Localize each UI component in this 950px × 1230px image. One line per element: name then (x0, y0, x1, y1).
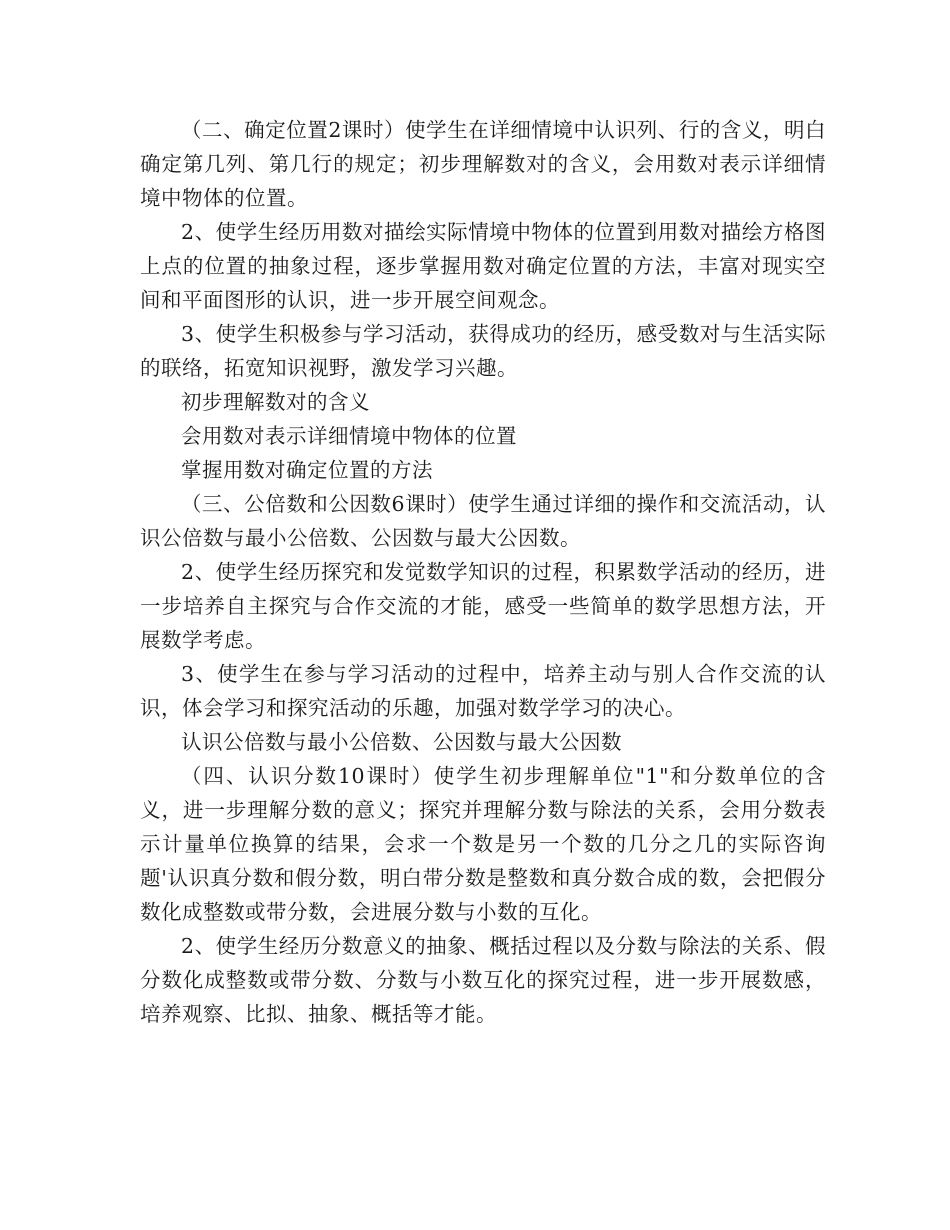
paragraph-key-point-4: 认识公倍数与最小公倍数、公因数与最大公因数 (181, 730, 622, 754)
paragraph-section-2-goal-3: 3、使学生积极参与学习活动，获得成功的经历，感受数对与生活实际的联络，拓宽知识视野，激发学习兴趣。 (140, 322, 826, 380)
paragraph-section-3-intro: （三、公倍数和公因数6课时）使学生通过详细的操作和交流活动，认识公倍数与最小公倍数、公因数与最大公因数。 (140, 492, 826, 550)
document-body (140, 113, 826, 1031)
paragraph-section-4-intro: （四、认识分数10课时）使学生初步理解单位"1"和分数单位的含义，进一步理解分数的意义；探究并理解分数与除法的关系，会用分数表示计量单位换算的结果，会求一个数是另一个数的几分之几的实际咨询题'认识真分数和假分数，明白带分数是整数和真分数合成的数，会把假分数化成整数或带分数，会进展分数与小数的互化。 (140, 764, 826, 924)
paragraph-section-2-intro: （二、确定位置2课时）使学生在详细情境中认识列、行的含义，明白确定第几列、第几行的规定；初步理解数对的含义，会用数对表示详细情境中物体的位置。 (140, 118, 826, 210)
paragraph-section-3-goal-3: 3、使学生在参与学习活动的过程中，培养主动与别人合作交流的认识，体会学习和探究活动的乐趣，加强对数学学习的决心。 (140, 662, 826, 720)
paragraph-key-point-1: 初步理解数对的含义 (181, 390, 370, 414)
paragraph-key-point-3: 掌握用数对确定位置的方法 (181, 458, 433, 482)
paragraph-section-4-goal-2: 2、使学生经历分数意义的抽象、概括过程以及分数与除法的关系、假分数化成整数或带分数、分数与小数互化的探究过程，进一步开展数感，培养观察、比拟、抽象、概括等才能。 (140, 934, 826, 1026)
paragraph-section-2-goal-2: 2、使学生经历用数对描绘实际情境中物体的位置到用数对描绘方格图上点的位置的抽象过程，逐步掌握用数对确定位置的方法，丰富对现实空间和平面图形的认识，进一步开展空间观念。 (140, 220, 826, 312)
paragraph-section-3-goal-2: 2、使学生经历探究和发觉数学知识的过程，积累数学活动的经历，进一步培养自主探究与合作交流的才能，感受一些简单的数学思想方法，开展数学考虑。 (140, 560, 826, 652)
paragraph-key-point-2: 会用数对表示详细情境中物体的位置 (181, 424, 517, 448)
